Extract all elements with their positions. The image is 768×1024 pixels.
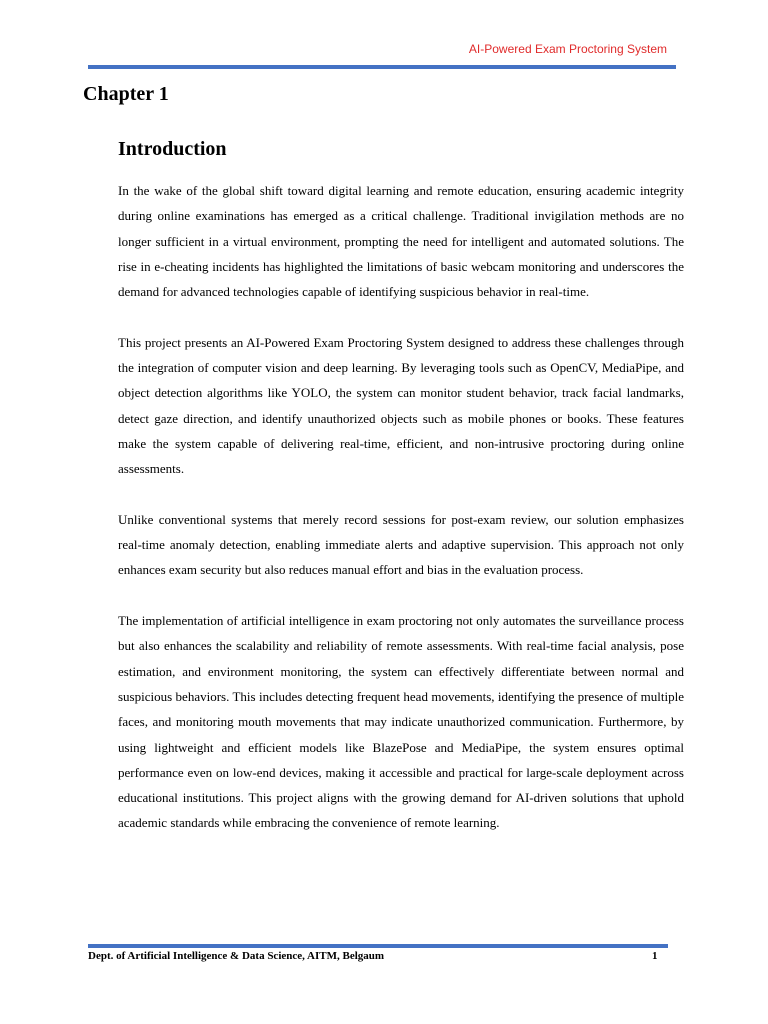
paragraph: The implementation of artificial intelligence in exam proctoring not only automates the surveillance process but also enhances the scalability and reliability of remote assessments. With real-time facial analysis, pose estimation, and environment monitoring, the system can effectively differentiate between normal and suspicious behaviors. This includes detecting frequent head movements, identifying the presence of multiple faces, and monitoring mouth movements that may indicate unauthorized communication. Furthermore, by using lightweight and efficient models like BlazePose and MediaPipe, the system ensures optimal performance even on low-end devices, making it accessible and practical for large-scale deployment across educational institutions. This project aligns with the growing demand for AI-driven solutions that uphold academic standards while embracing the convenience of remote learning.	[118, 613, 684, 831]
paragraph: In the wake of the global shift toward digital learning and remote education, ensuring academic integrity during online examinations has emerged as a critical challenge. Traditional invigilation methods are no longer sufficient in a virtual environment, prompting the need for intelligent and automated solutions. The rise in e-cheating incidents has highlighted the limitations of basic webcam monitoring and underscores the demand for advanced technologies capable of identifying suspicious behavior in real-time.	[118, 183, 684, 300]
paragraph: This project presents an AI-Powered Exam Proctoring System designed to address these challenges through the integration of computer vision and deep learning. By leveraging tools such as OpenCV, MediaPipe, and object detection algorithms like YOLO, the system can monitor student behavior, track facial landmarks, detect gaze direction, and identify unauthorized objects such as mobile phones or books. These features make the system capable of delivering real-time, efficient, and non-intrusive proctoring during online assessments.	[118, 334, 684, 477]
header-rule	[88, 65, 676, 69]
paragraph: Unlike conventional systems that merely record sessions for post-exam review, our solution emphasizes real-time anomaly detection, enabling immediate alerts and adaptive supervision. This approach not only enhances exam security but also reduces manual effort and bias in the evaluation process.	[118, 511, 684, 578]
body-text	[118, 178, 684, 861]
running-header-title: AI-Powered Exam Proctoring System	[468, 42, 667, 56]
footer-rule	[88, 944, 668, 948]
chapter-heading: Chapter 1	[83, 83, 169, 105]
page-number: 1	[652, 950, 658, 962]
footer-department: Dept. of Artificial Intelligence & Data Science, AITM, Belgaum	[88, 950, 385, 962]
section-heading: Introduction	[118, 138, 227, 160]
